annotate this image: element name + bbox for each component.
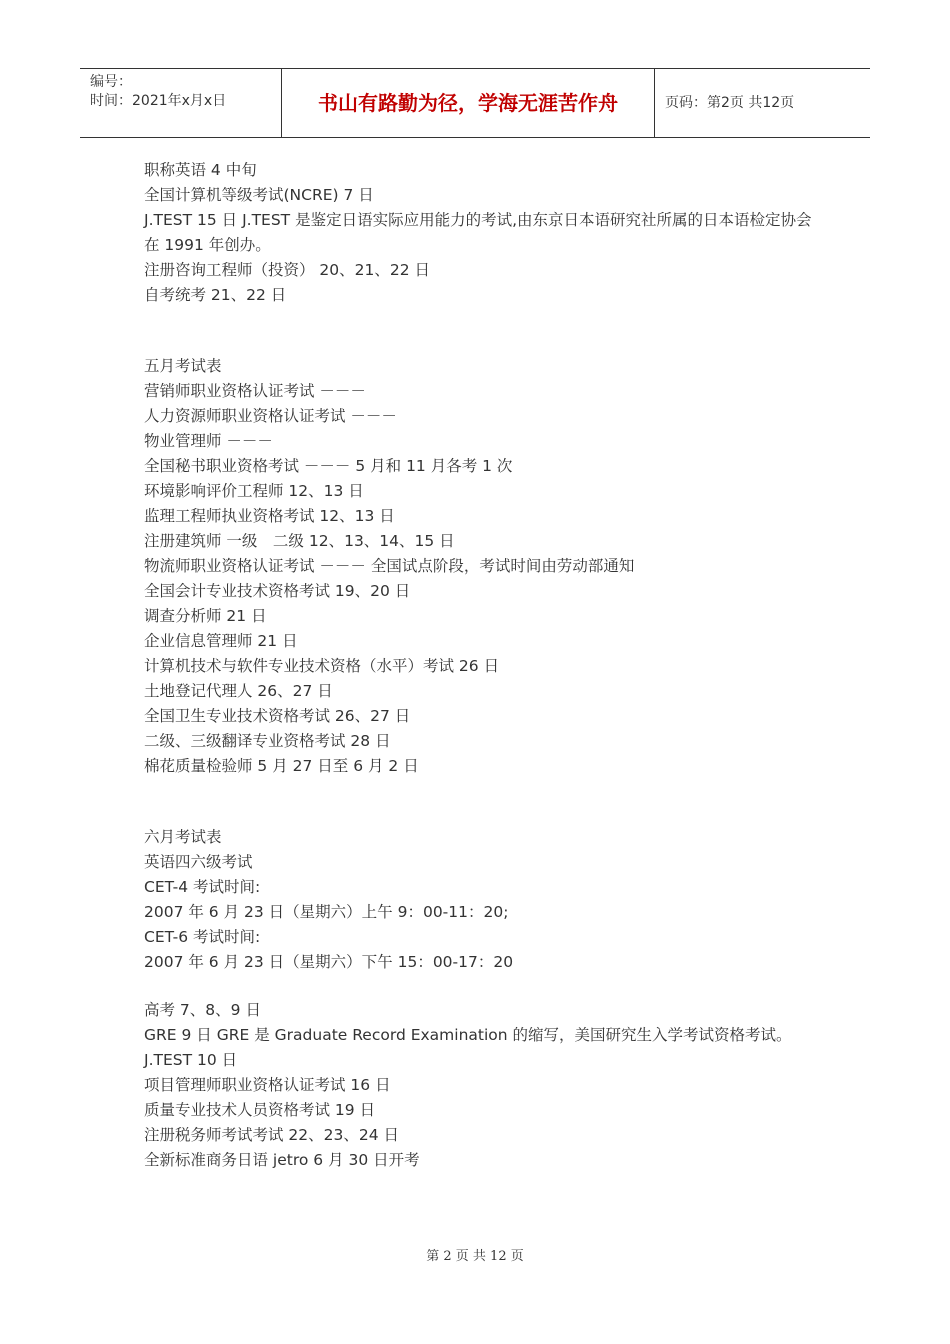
header-meta xyxy=(80,69,282,137)
list-item: 质量专业技术人员资格考试 19 日 xyxy=(144,1101,376,1119)
document-date-label: 时间：2021年x月x日 xyxy=(90,93,227,109)
list-item: CET-6 考试时间: xyxy=(144,928,261,946)
list-item: J.TEST 10 日 xyxy=(144,1051,238,1069)
list-item: 全国会计专业技术资格考试 19、20 日 xyxy=(144,582,411,600)
document-number-label: 编号： xyxy=(90,74,132,90)
list-item: 注册建筑师 一级 二级 12、13、14、15 日 xyxy=(144,532,455,550)
page-footer: 第 2 页 共 12 页 xyxy=(426,1249,524,1264)
list-item: 营销师职业资格认证考试 －－－ xyxy=(144,382,366,400)
list-item: 职称英语 4 中旬 xyxy=(144,161,257,179)
header-page-info: 页码：第2页 共12页 xyxy=(665,95,795,111)
list-item: 2007 年 6 月 23 日（星期六）上午 9：00-11：20; xyxy=(144,903,509,921)
list-item: 2007 年 6 月 23 日（星期六）下午 15：00-17：20 xyxy=(144,953,514,971)
page-header xyxy=(80,68,870,138)
list-item: 英语四六级考试 xyxy=(144,853,253,871)
list-item: 注册咨询工程师（投资） 20、21、22 日 xyxy=(144,261,431,279)
list-item: 物业管理师 －－－ xyxy=(144,432,273,450)
list-item: 调查分析师 21 日 xyxy=(144,607,267,625)
list-item: 全新标准商务日语 jetro 6 月 30 日开考 xyxy=(144,1151,420,1169)
header-motto: 书山有路勤为径，学海无涯苦作舟 xyxy=(282,69,655,137)
section-title-june: 六月考试表 xyxy=(144,828,222,846)
list-item: CET-4 考试时间: xyxy=(144,878,261,896)
list-item: J.TEST 15 日 J.TEST 是鉴定日语实际应用能力的考试,由东京日本语研究社所属的日本语检定协会在 1991 年创办。 xyxy=(144,211,812,254)
list-item: 计算机技术与软件专业技术资格（水平）考试 26 日 xyxy=(144,657,500,675)
list-item: 全国计算机等级考试(NCRE) 7 日 xyxy=(144,186,374,204)
list-item: 棉花质量检验师 5 月 27 日至 6 月 2 日 xyxy=(144,757,419,775)
list-item: 全国卫生专业技术资格考试 26、27 日 xyxy=(144,707,411,725)
document-body xyxy=(144,158,814,1173)
list-item: 项目管理师职业资格认证考试 16 日 xyxy=(144,1076,391,1094)
list-item: 环境影响评价工程师 12、13 日 xyxy=(144,482,364,500)
list-item: 物流师职业资格认证考试 －－－ 全国试点阶段，考试时间由劳动部通知 xyxy=(144,557,635,575)
list-item: 全国秘书职业资格考试 －－－ 5 月和 11 月各考 1 次 xyxy=(144,457,513,475)
list-item: 人力资源师职业资格认证考试 －－－ xyxy=(144,407,397,425)
list-item: 监理工程师执业资格考试 12、13 日 xyxy=(144,507,395,525)
section-title-may: 五月考试表 xyxy=(144,357,222,375)
list-item: 自考统考 21、22 日 xyxy=(144,286,287,304)
list-item: 企业信息管理师 21 日 xyxy=(144,632,298,650)
list-item: 二级、三级翻译专业资格考试 28 日 xyxy=(144,732,391,750)
list-item: 高考 7、8、9 日 xyxy=(144,1001,261,1019)
list-item: 土地登记代理人 26、27 日 xyxy=(144,682,333,700)
list-item: 注册税务师考试考试 22、23、24 日 xyxy=(144,1126,400,1144)
list-item: GRE 9 日 GRE 是 Graduate Record Examination 的缩写，美国研究生入学考试资格考试。 xyxy=(144,1026,792,1044)
